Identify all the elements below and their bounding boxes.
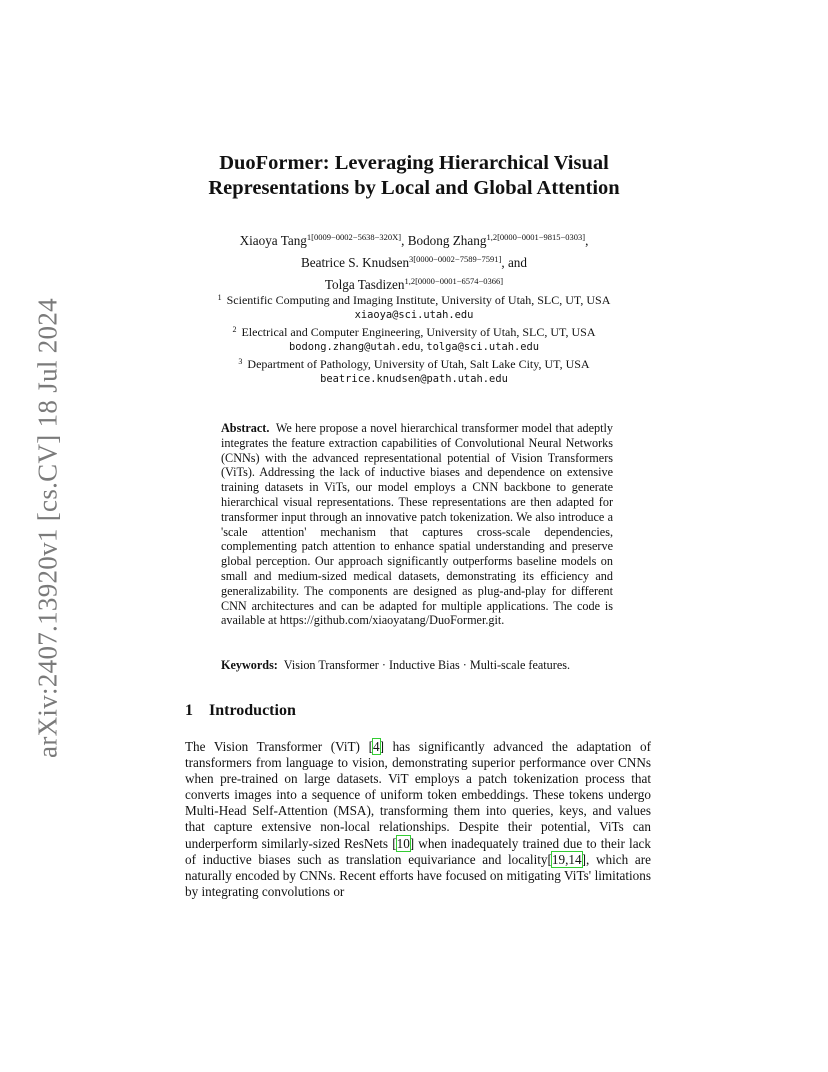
intro-text: has significantly advanced the adaptation of transformers from language to vision, demonstrating superior performance over CNNs when pre-trained on large datasets. ViT employs a patch tokenization process that converts images into a sequence of uniform token embeddings. These tokens undergo Multi-Head Self-Attention (MSA), transforming them into queries, keys, and values that capture extensive non-local relationships. Despite their potential, ViTs can underperform similarly-sized ResNets <box>185 739 651 851</box>
intro-text: The Vision Transformer (ViT) <box>185 739 369 754</box>
affiliations <box>150 291 678 387</box>
citation-link[interactable]: 19,14 <box>551 851 582 867</box>
affiliation-email[interactable]: xiaoya@sci.utah.edu <box>354 308 474 321</box>
affiliation-email[interactable]: beatrice.knudsen@path.utah.edu <box>320 372 508 385</box>
affiliation-text: Electrical and Computer Engineering, University of Utah, SLC, UT, USA <box>241 324 596 339</box>
author-orcid: 1,2[0000−0001−9815−0303] <box>486 232 586 242</box>
abstract-label: Abstract. <box>221 421 270 435</box>
author-separator: , <box>585 233 589 248</box>
affiliation <box>150 323 678 340</box>
intro-text: when inadequately trained due to their lack of inductive biases such as translation equivariance and locality <box>185 835 651 867</box>
author-orcid: 3[0000−0002−7589−7591] <box>409 254 502 264</box>
affiliation-text: Scientific Computing and Imaging Institute, University of Utah, SLC, UT, USA <box>226 293 611 307</box>
abstract-text: We here propose a novel hierarchical transformer model that adeptly integrates the feature extraction capabilities of Convolutional Neural Networks (CNNs) with the advanced representational potential of Vision Transformers (ViTs). Addressing the lack of inductive biases and dependence on extensive training datasets in ViTs, our model employs a CNN backbone to generate hierarchical visual representations. These representations are then adapted for transformer input through an innovative patch tokenization. We also introduce a 'scale attention' mechanism that captures cross-scale dependencies, complementing patch attention to enhance spatial understanding and preserve global perception. Our approach significantly outperforms baseline models on small and medium-sized medical datasets, demonstrating its efficiency and generalizability. The components are designed as plug-and-play for different CNN architectures and can be adapted for multiple applications. The code is available at https://github.com/xiaoyatang/DuoFormer.git. <box>221 421 613 628</box>
affiliation-emails: bodong.zhang@utah.edu, tolga@sci.utah.edu <box>289 339 539 354</box>
author-name: Xiaoya Tang <box>239 233 307 248</box>
keywords <box>221 658 641 673</box>
arxiv-identifier: arXiv:2407.13920v1 [cs.CV] 18 Jul 2024 <box>32 298 63 758</box>
author-name: Beatrice S. Knudsen <box>301 255 410 270</box>
author-orcid: 1[0009−0002−5638−320X] <box>306 232 402 242</box>
keywords-label: Keywords: <box>221 658 278 672</box>
affiliation-number: 2 <box>232 324 237 334</box>
author-list <box>150 228 678 294</box>
author-orcid: 1,2[0000−0001−6574−0366] <box>404 276 504 286</box>
author-separator: , <box>401 233 408 248</box>
citation-link[interactable]: 10 <box>396 835 410 851</box>
author-line-2 <box>150 250 678 272</box>
citation-link[interactable]: 4 <box>372 739 380 754</box>
affiliation-number: 3 <box>238 357 243 367</box>
author-name: Tolga Tasdizen <box>324 277 405 292</box>
abstract <box>221 421 613 628</box>
keywords-text: Vision Transformer · Inductive Bias · Multi-scale features. <box>283 658 571 672</box>
affiliation <box>150 291 678 308</box>
title-line-2: Representations by Local and Global Attention <box>208 177 620 199</box>
affiliation-email[interactable]: bodong.zhang@utah.edu <box>289 341 421 354</box>
title-line-1: DuoFormer: Leveraging Hierarchical Visual <box>219 152 609 174</box>
affiliation-text: Department of Pathology, University of Utah, Salt Lake City, UT, USA <box>247 357 590 372</box>
author-line-1 <box>150 228 678 250</box>
section-title: Introduction <box>209 702 296 719</box>
author-separator: , and <box>501 255 527 270</box>
affiliation-email[interactable]: tolga@sci.utah.edu <box>426 341 539 354</box>
introduction-paragraph: The Vision Transformer (ViT) [4] has significantly advanced the adaptation of transformers from language to vision, demonstrating superior performance over CNNs when pre-trained on large datasets. ViT employs a patch tokenization process that converts images into a sequence of uniform token embeddings. These tokens undergo Multi-Head Self-Attention (MSA), transforming them into queries, keys, and values that capture extensive non-local relationships. Despite their potential, ViTs can underperform similarly-sized ResNets [10] when inadequately trained due to their lack of inductive biases such as translation equivariance and locality[19,14], which are naturally encoded by CNNs. Recent efforts have focused on mitigating ViTs' limitations by integrating convolutions or <box>185 739 651 899</box>
intro-text: , which are naturally encoded by CNNs. Recent efforts have focused on mitigating ViTs' limitations by integrating convolutions or <box>185 851 651 899</box>
section-number: 1 <box>185 702 193 719</box>
author-name: Bodong Zhang <box>407 233 487 248</box>
section-heading <box>185 702 296 720</box>
affiliation <box>150 355 678 372</box>
paper-title <box>120 151 708 201</box>
affiliation-number: 1 <box>217 293 222 302</box>
